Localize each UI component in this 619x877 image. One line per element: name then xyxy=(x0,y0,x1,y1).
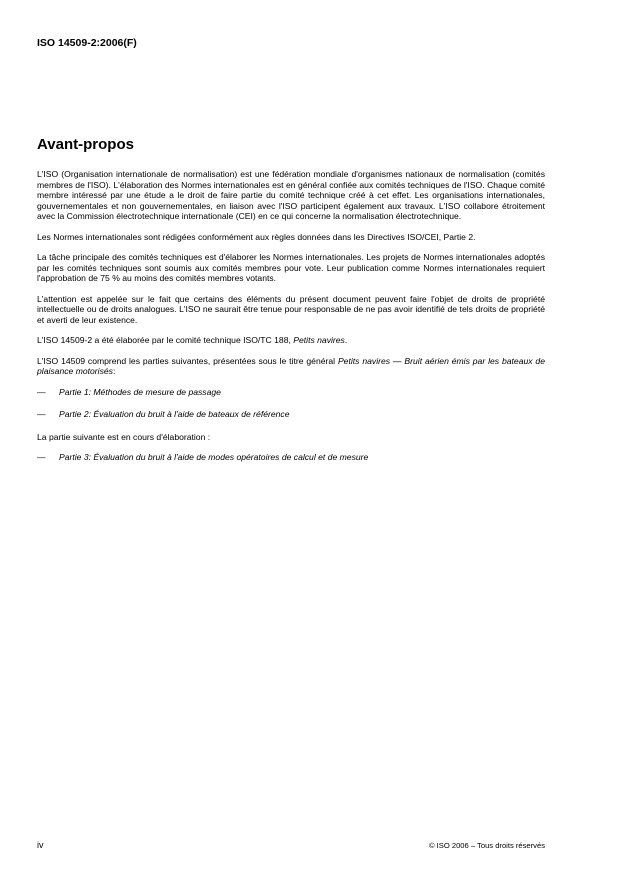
prepared-by-end: . xyxy=(344,335,348,345)
foreword-body xyxy=(37,169,545,475)
dash-bullet: — xyxy=(37,409,46,419)
paragraph-iso-intro: L'ISO (Organisation internationale de normalisation) est une fédération mondiale d'organismes nationaux de normalisation (comités membres de l'ISO). L'élaboration des Normes internationales est en général confiée aux comités techniques de l'ISO. Chaque comité membre intéressé par une étude a le droit de faire partie du comité technique créé à cet effet. Les organisations internationales, gouvernementales et non gouvernementales, en liaison avec l'ISO participent également aux travaux. L'ISO collabore étroitement avec la Commission électrotechnique internationale (CEI) en ce qui concerne la normalisation électrotechnique. xyxy=(37,169,545,221)
part1-label: Partie 1: Méthodes de mesure de passage xyxy=(59,386,221,397)
paragraph-parts xyxy=(37,356,545,377)
committee-title: Petits navires xyxy=(293,335,345,345)
parts-intro-text: L'ISO 14509 comprend les parties suivantes, présentées sous le titre général xyxy=(37,355,338,366)
document-id: ISO 14509-2:2006(F) xyxy=(37,37,137,49)
copyright-notice: © ISO 2006 – Tous droits réservés xyxy=(428,841,545,850)
prepared-by-text: L'ISO 14509-2 a été élaborée par le comité technique ISO/TC 188, xyxy=(37,335,294,345)
paragraph-directives: Les Normes internationales sont rédigées conformément aux règles données dans les Directives ISO/CEI, Partie 2. xyxy=(37,231,476,242)
list-item-part3 xyxy=(37,452,545,463)
paragraph-in-preparation: La partie suivante est en cours d'élaboration : xyxy=(37,431,211,442)
part3-label: Partie 3: Évaluation du bruit à l'aide de modes opératoires de calcul et de mesure xyxy=(59,452,369,462)
part2-label: Partie 2: Évaluation du bruit à l'aide de bateaux de référence xyxy=(59,409,290,419)
general-title: Petits navires — Bruit aérien émis par les bateaux de plaisance motorisés xyxy=(37,355,545,376)
list-item-part2 xyxy=(37,409,545,420)
page-title: Avant-propos xyxy=(37,136,134,153)
paragraph-patent-rights: L'attention est appelée sur le fait que certains des éléments du présent document peuvent faire l'objet de droits de propriété intellectuelle ou de droits analogues. L'ISO ne saurait être tenue pour responsable de ne pas avoir identifié de tels droits de propriété et averti de leur existence. xyxy=(37,293,545,325)
dash-bullet: — xyxy=(37,452,46,462)
paragraph-prepared-by xyxy=(37,335,545,346)
page-number: iv xyxy=(37,840,44,850)
dash-bullet: — xyxy=(37,386,46,397)
parts-intro-end: : xyxy=(112,366,116,376)
list-item-part1 xyxy=(37,387,545,398)
paragraph-technical-committees: La tâche principale des comités techniques est d'élaborer les Normes internationales. Les projets de Normes internationales adoptés par les comités techniques sont soumis aux comités membres pour vote. Leur publication comme Normes internationales requiert l'approbation de 75 % au moins des comités membres votants. xyxy=(37,252,545,283)
